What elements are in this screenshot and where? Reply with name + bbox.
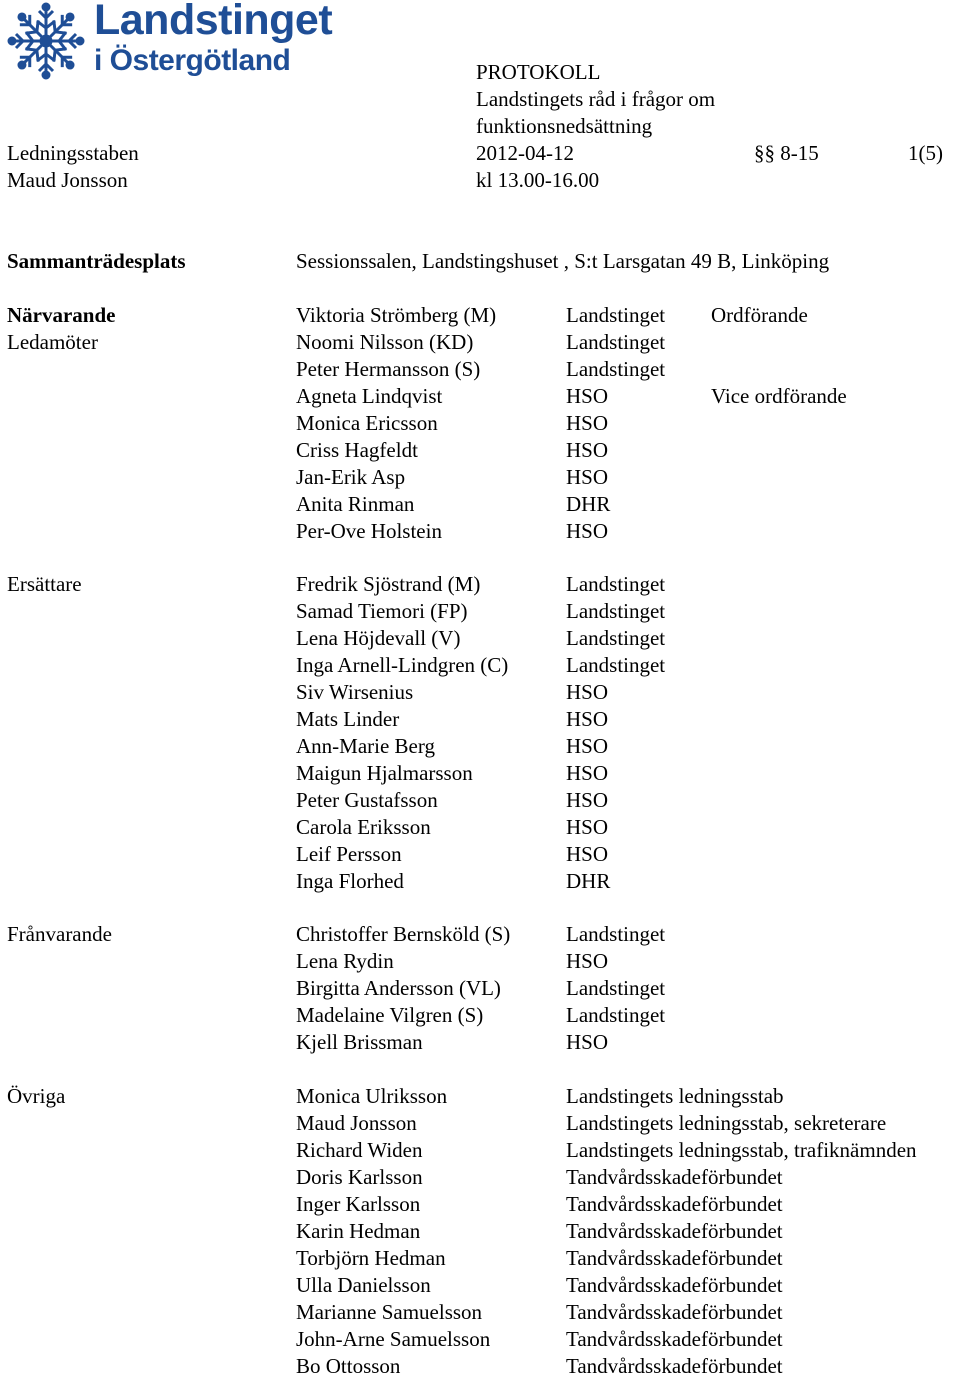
participant-name: Karin Hedman bbox=[296, 1219, 421, 1243]
participant-organization: Landstinget bbox=[566, 626, 666, 650]
snowflake-flower-icon bbox=[6, 2, 86, 80]
participant-role: Ordförande bbox=[711, 303, 808, 327]
participant-organization: HSO bbox=[566, 680, 609, 704]
participant-name: Marianne Samuelsson bbox=[296, 1300, 483, 1324]
participant-organization: Landstinget bbox=[566, 572, 666, 596]
members-label: Ledamöter bbox=[7, 330, 98, 354]
participant-name: Torbjörn Hedman bbox=[296, 1246, 446, 1270]
department: Ledningsstaben bbox=[7, 141, 139, 165]
participant-name: Bo Ottosson bbox=[296, 1354, 401, 1378]
page-number: 1(5) bbox=[908, 141, 943, 165]
participant-name: Inger Karlsson bbox=[296, 1192, 421, 1216]
others-label: Övriga bbox=[7, 1084, 66, 1108]
participant-organization: Landstinget bbox=[566, 303, 666, 327]
participant-name: Madelaine Vilgren (S) bbox=[296, 1003, 484, 1027]
participant-name: Agneta Lindqvist bbox=[296, 384, 443, 408]
present-label: Närvarande bbox=[7, 303, 116, 327]
participant-organization: Tandvårdsskadeförbundet bbox=[566, 1165, 783, 1189]
paragraph-range: §§ 8-15 bbox=[754, 141, 819, 165]
participant-organization: Landstingets ledningsstab, sekreterare bbox=[566, 1111, 887, 1135]
logo-wordmark-line1: Landstinget bbox=[94, 0, 333, 44]
participant-organization: Landstinget bbox=[566, 922, 666, 946]
participant-name: Fredrik Sjöstrand (M) bbox=[296, 572, 481, 596]
organization-logo bbox=[6, 2, 336, 82]
participant-name: Peter Hermansson (S) bbox=[296, 357, 481, 381]
participant-organization: HSO bbox=[566, 465, 609, 489]
participant-name: Lena Rydin bbox=[296, 949, 394, 973]
absent-label: Frånvarande bbox=[7, 922, 112, 946]
substitutes-label: Ersättare bbox=[7, 572, 82, 596]
participant-name: Carola Eriksson bbox=[296, 815, 431, 839]
meeting-place-value: Sessionssalen, Landstingshuset , S:t Larsgatan 49 B, Linköping bbox=[296, 249, 830, 273]
participant-name: Per-Ove Holstein bbox=[296, 519, 442, 543]
document-title-line2: funktionsnedsättning bbox=[476, 114, 653, 138]
participant-name: Samad Tiemori (FP) bbox=[296, 599, 468, 623]
participant-organization: Landstinget bbox=[566, 976, 666, 1000]
meeting-time: kl 13.00-16.00 bbox=[476, 168, 600, 192]
participant-name: Inga Florhed bbox=[296, 869, 404, 893]
participant-name: Anita Rinman bbox=[296, 492, 415, 516]
participant-name: Maud Jonsson bbox=[296, 1111, 417, 1135]
participant-name: Kjell Brissman bbox=[296, 1030, 423, 1054]
participant-organization: HSO bbox=[566, 761, 609, 785]
participant-organization: HSO bbox=[566, 815, 609, 839]
participant-organization: Landstinget bbox=[566, 1003, 666, 1027]
participant-organization: HSO bbox=[566, 411, 609, 435]
participant-organization: HSO bbox=[566, 734, 609, 758]
participant-name: Doris Karlsson bbox=[296, 1165, 423, 1189]
participant-name: Siv Wirsenius bbox=[296, 680, 414, 704]
participant-name: Viktoria Strömberg (M) bbox=[296, 303, 497, 327]
participant-name: Criss Hagfeldt bbox=[296, 438, 418, 462]
participant-organization: DHR bbox=[566, 869, 611, 893]
participant-organization: Landstinget bbox=[566, 653, 666, 677]
participant-name: Ulla Danielsson bbox=[296, 1273, 431, 1297]
participant-organization: Landstinget bbox=[566, 330, 666, 354]
participant-name: Monica Ericsson bbox=[296, 411, 438, 435]
participant-name: Peter Gustafsson bbox=[296, 788, 438, 812]
participant-organization: HSO bbox=[566, 384, 609, 408]
document-title-line1: Landstingets råd i frågor om bbox=[476, 87, 716, 111]
participant-organization: Landstinget bbox=[566, 357, 666, 381]
participant-name: Maigun Hjalmarsson bbox=[296, 761, 473, 785]
participant-organization: Tandvårdsskadeförbundet bbox=[566, 1300, 783, 1324]
participant-organization: Tandvårdsskadeförbundet bbox=[566, 1354, 783, 1378]
participant-organization: HSO bbox=[566, 1030, 609, 1054]
participant-organization: Landstingets ledningsstab, trafiknämnden bbox=[566, 1138, 917, 1162]
participant-organization: DHR bbox=[566, 492, 611, 516]
logo-wordmark-line2: i Östergötland bbox=[94, 44, 291, 77]
participant-organization: Tandvårdsskadeförbundet bbox=[566, 1273, 783, 1297]
participant-organization: HSO bbox=[566, 519, 609, 543]
participant-organization: Tandvårdsskadeförbundet bbox=[566, 1192, 783, 1216]
participant-name: Leif Persson bbox=[296, 842, 402, 866]
participant-name: Mats Linder bbox=[296, 707, 400, 731]
participant-organization: Landstinget bbox=[566, 599, 666, 623]
author: Maud Jonsson bbox=[7, 168, 128, 192]
participant-organization: Tandvårdsskadeförbundet bbox=[566, 1327, 783, 1351]
participant-organization: Tandvårdsskadeförbundet bbox=[566, 1219, 783, 1243]
participant-name: Monica Ulriksson bbox=[296, 1084, 448, 1108]
participant-organization: HSO bbox=[566, 842, 609, 866]
meeting-date: 2012-04-12 bbox=[476, 141, 574, 165]
participant-organization: HSO bbox=[566, 438, 609, 462]
participant-name: Birgitta Andersson (VL) bbox=[296, 976, 501, 1000]
participant-organization: HSO bbox=[566, 949, 609, 973]
meeting-place-label: Sammanträdesplats bbox=[7, 249, 186, 273]
participant-organization: Tandvårdsskadeförbundet bbox=[566, 1246, 783, 1270]
participant-organization: Landstingets ledningsstab bbox=[566, 1084, 784, 1108]
participant-name: Noomi Nilsson (KD) bbox=[296, 330, 474, 354]
participant-role: Vice ordförande bbox=[711, 384, 847, 408]
participant-name: Lena Höjdevall (V) bbox=[296, 626, 461, 650]
participant-name: Christoffer Bernsköld (S) bbox=[296, 922, 511, 946]
participant-name: Jan-Erik Asp bbox=[296, 465, 406, 489]
participant-name: Inga Arnell-Lindgren (C) bbox=[296, 653, 509, 677]
participant-name: John-Arne Samuelsson bbox=[296, 1327, 491, 1351]
participant-organization: HSO bbox=[566, 788, 609, 812]
participant-organization: HSO bbox=[566, 707, 609, 731]
document-type: PROTOKOLL bbox=[476, 60, 601, 84]
participant-name: Ann-Marie Berg bbox=[296, 734, 435, 758]
participant-name: Richard Widen bbox=[296, 1138, 423, 1162]
